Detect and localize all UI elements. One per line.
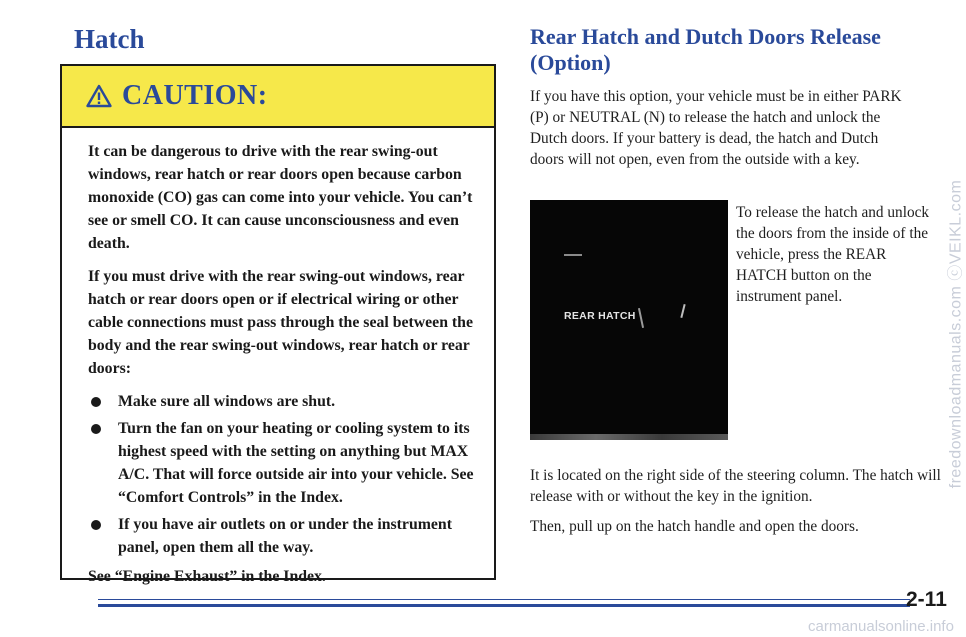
caution-title: CAUTION: (122, 80, 268, 111)
paragraph-then: Then, pull up on the hatch handle and open the doors. (530, 518, 859, 535)
warning-triangle-icon (86, 84, 112, 108)
caution-paragraph-1: It can be dangerous to drive with the rear swing-out windows, rear hatch or rear doors open because carbon monoxide (CO) gas can come into your vehicle. You can’t see or smell CO. It can cause unconsciousness and even death. (88, 143, 473, 252)
paragraph-located: It is located on the right side of the steering column. The hatch will release with or without the key in the ignition. (530, 467, 941, 505)
watermark-bottom: carmanualsonline.info (808, 618, 954, 635)
photo-bottom-strip (530, 434, 728, 440)
photo-dash-mark (564, 254, 582, 256)
watermark-side: freedownloadmanuals.com ⓒVEIKL.com (947, 179, 965, 489)
caution-header (62, 66, 494, 128)
list-item: Turn the fan on your heating or cooling system to its highest speed with the setting on anything but MAX A/C. That will force outside air into your vehicle. See “Comfort Controls” in the Index. (88, 417, 480, 509)
caution-bullet-list (88, 390, 480, 559)
section-heading-rear-hatch-release: Rear Hatch and Dutch Doors Release (Option) (530, 24, 881, 75)
caution-footer: See “Engine Exhaust” in the Index. (88, 568, 326, 585)
list-item: If you have air outlets on or under the instrument panel, open them all the way. (88, 513, 480, 559)
paragraph-release: To release the hatch and unlock the doors from the inside of the vehicle, press the REAR HATCH button on the instrument panel. (736, 204, 930, 305)
photo-label: REAR HATCH (564, 310, 636, 322)
photo-button-edge (680, 304, 685, 318)
section-heading-hatch: Hatch (74, 24, 145, 54)
paragraph-intro: If you have this option, your vehicle must be in either PARK (P) or NEUTRAL (N) to release the hatch and unlock the Dutch doors. If your battery is dead, the hatch and Dutch doors will not open, even from the outside with a key. (530, 88, 902, 168)
list-item: Make sure all windows are shut. (88, 390, 480, 413)
page-number: 2-11 (906, 588, 947, 611)
caution-body (62, 128, 494, 588)
footer-rule-thick (98, 604, 910, 607)
footer-rule-thin (98, 599, 910, 600)
rear-hatch-button-photo (530, 200, 728, 440)
photo-button-edge (638, 308, 644, 328)
caution-box (60, 64, 496, 585)
caution-paragraph-2: If you must drive with the rear swing-out windows, rear hatch or rear doors open or if electrical wiring or other cable connections must pass through the seal between the body and the rear swing-out windows, rear hatch or rear doors: (88, 268, 473, 377)
